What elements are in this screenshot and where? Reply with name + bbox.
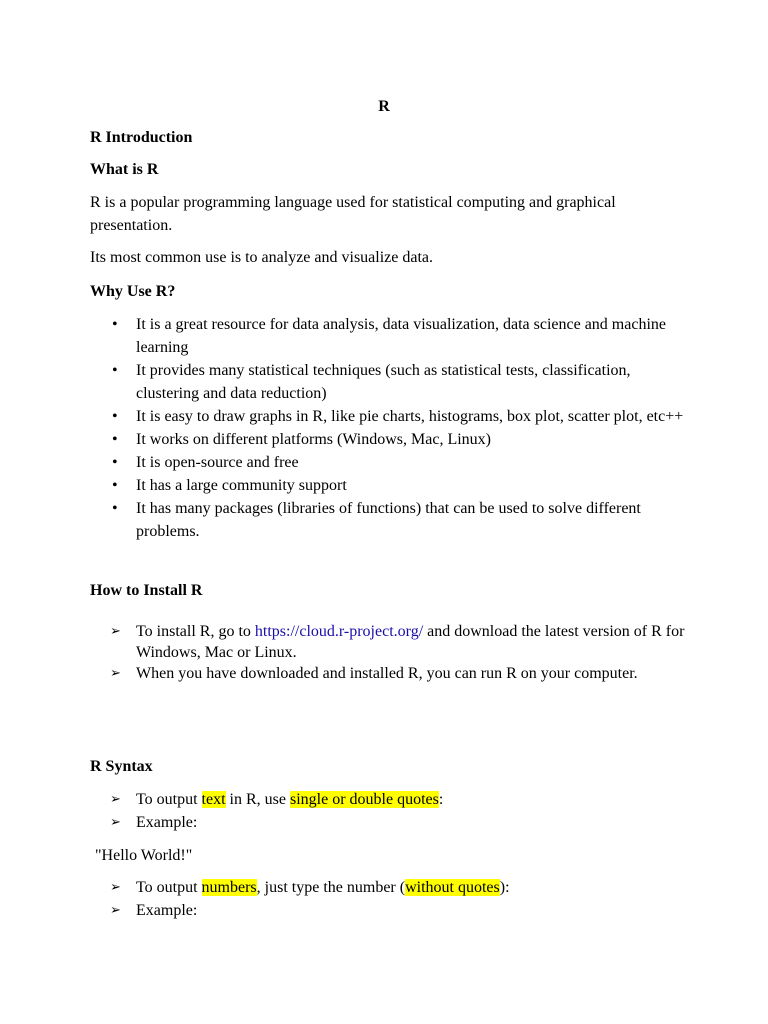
bullet-icon: •	[112, 316, 118, 333]
arrow-bullet-icon: ➢	[110, 624, 121, 639]
paragraph-common-use: Its most common use is to analyze and visualize data.	[90, 249, 434, 266]
arrow-bullet-icon: ➢	[110, 903, 121, 918]
heading-how-to-install: How to Install R	[90, 582, 203, 599]
heading-what-is-r: What is R	[90, 161, 159, 178]
arrow-bullet-icon: ➢	[110, 880, 121, 895]
list-item: ➢ To output text in R, use single or double quotes:	[90, 788, 690, 811]
bullet-icon: •	[112, 408, 118, 425]
list-item: • It is easy to draw graphs in R, like pie charts, histograms, box plot, scatter plot, etc++	[90, 405, 690, 428]
list-item: • It has a large community support	[90, 474, 690, 497]
arrow-bullet-icon: ➢	[110, 666, 121, 681]
hello-world-example: "Hello World!"	[95, 847, 193, 864]
list-item: ➢ Example:	[90, 899, 690, 922]
list-item: ➢ When you have downloaded and installed R, you can run R on your computer.	[110, 665, 638, 682]
syntax-list-numbers	[90, 876, 690, 922]
heading-r-introduction: R Introduction	[90, 129, 193, 146]
list-item: ➢ To output numbers, just type the number (without quotes):	[90, 876, 690, 899]
bullet-icon: •	[112, 477, 118, 494]
heading-why-use-r: Why Use R?	[90, 283, 176, 300]
list-item: • It is open-source and free	[90, 451, 690, 474]
paragraph-what-is-r: R is a popular programming language used for statistical computing and graphical presentation.	[90, 194, 616, 234]
bullet-icon: •	[112, 454, 118, 471]
list-item: • It works on different platforms (Windows, Mac, Linux)	[90, 428, 690, 451]
cran-link[interactable]: https://cloud.r-project.org/	[254, 623, 424, 640]
list-item: • It provides many statistical techniques (such as statistical tests, classification, clustering and data reduction)	[90, 359, 690, 405]
syntax-list-text	[90, 788, 690, 834]
arrow-bullet-icon: ➢	[110, 815, 121, 830]
bullet-icon: •	[112, 500, 118, 517]
bullet-icon: •	[112, 431, 118, 448]
document-title: R	[378, 98, 390, 115]
highlight-numbers: numbers	[201, 879, 257, 896]
list-item: • It has many packages (libraries of functions) that can be used to solve different problems.	[90, 497, 690, 543]
install-list	[90, 621, 690, 684]
list-item: ➢ To install R, go to https://cloud.r-project.org/ and download the latest version of R for Windows, Mac or Linux.	[110, 623, 685, 661]
list-item: • It is a great resource for data analysis, data visualization, data science and machine learning	[90, 313, 690, 359]
highlight-text: text	[201, 791, 226, 808]
highlight-quotes: single or double quotes	[290, 791, 439, 808]
why-use-r-list	[90, 313, 690, 543]
heading-r-syntax: R Syntax	[90, 758, 153, 775]
highlight-without-quotes: without quotes	[405, 879, 500, 896]
list-item: ➢ Example:	[90, 811, 690, 834]
arrow-bullet-icon: ➢	[110, 792, 121, 807]
bullet-icon: •	[112, 362, 118, 379]
